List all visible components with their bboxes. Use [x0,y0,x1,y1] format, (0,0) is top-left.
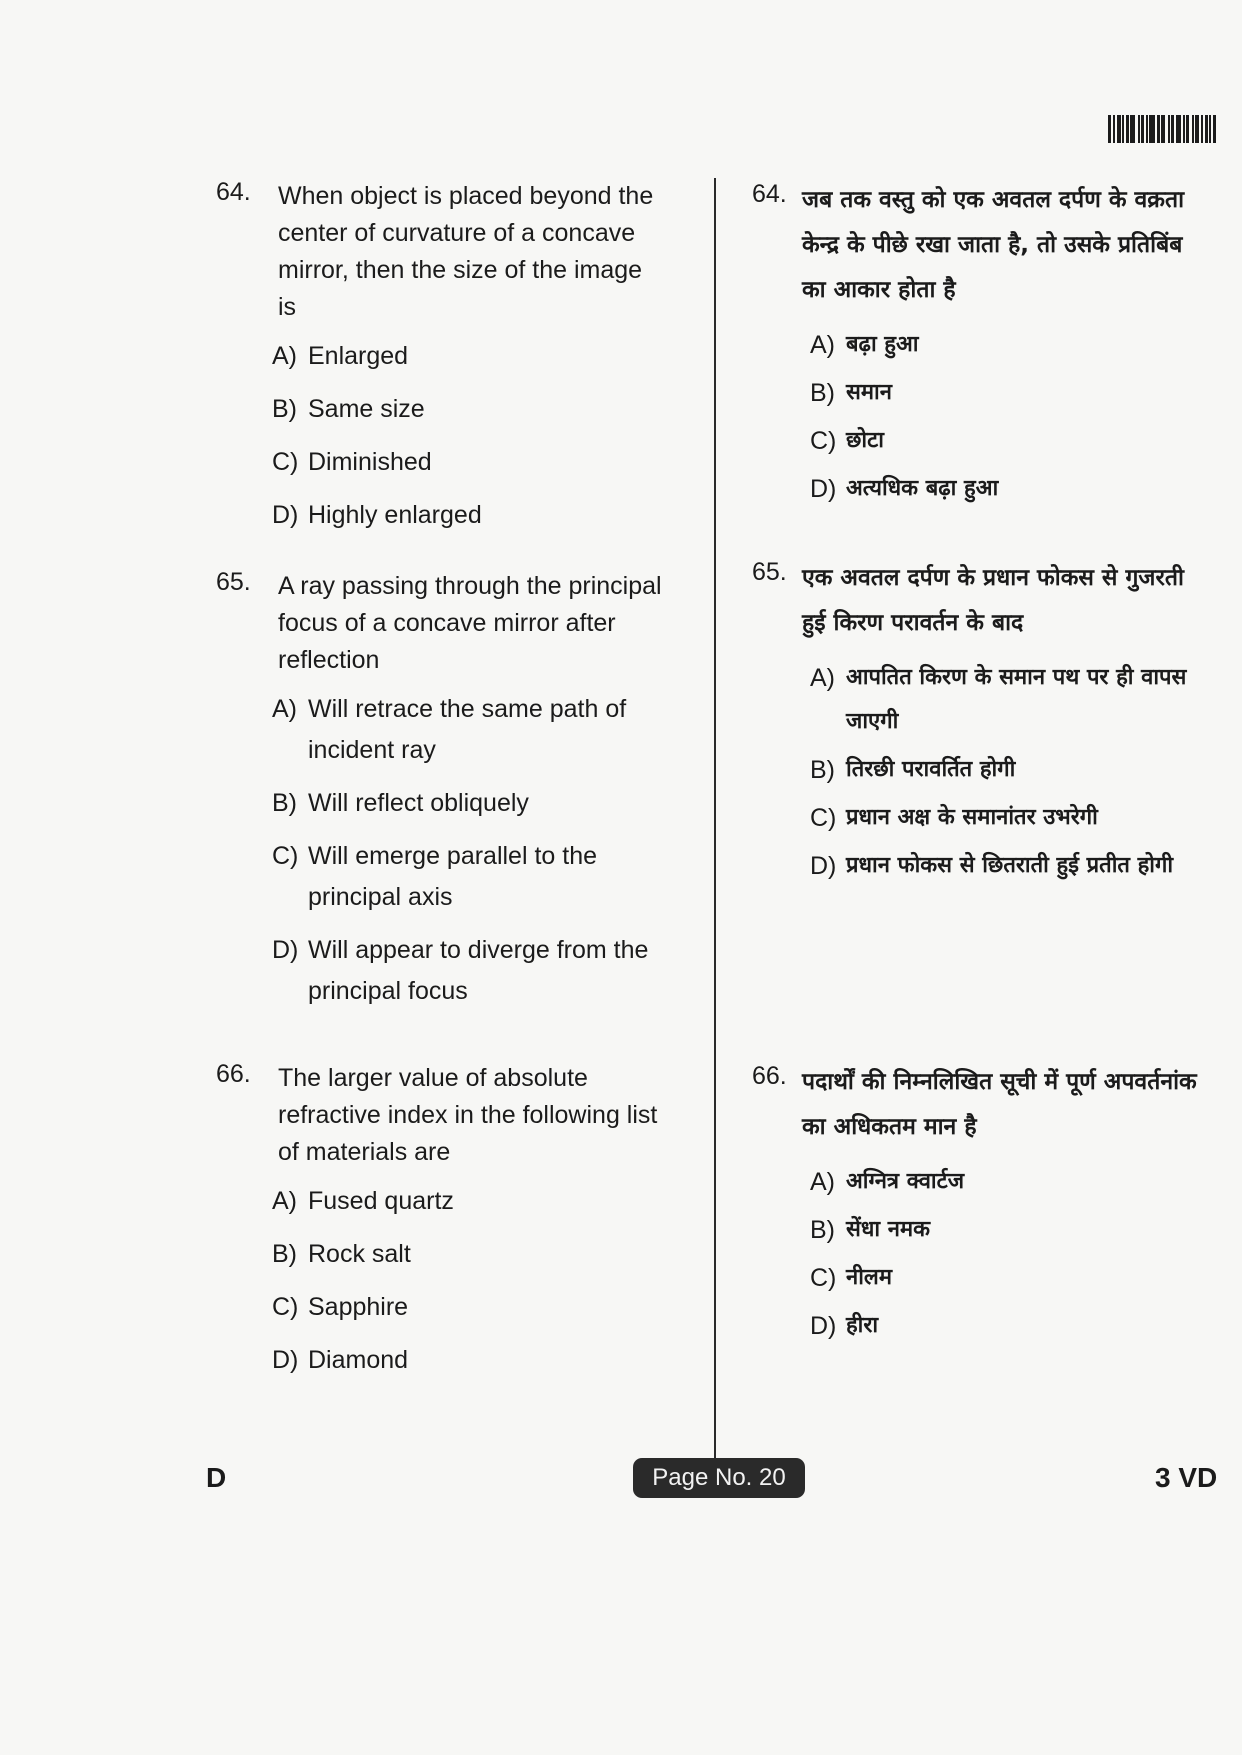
option-text: नीलम [846,1265,892,1290]
question-number: 64. [752,180,787,208]
question-stem: When object is placed beyond the center of curvature of a concave mirror, then the size of the image is [278,182,654,321]
question-64-hi [752,178,1207,556]
option-text: सेंधा नमक [846,1217,931,1242]
option-d[interactable] [810,467,1207,511]
option-c[interactable] [810,1256,1207,1300]
option-d[interactable] [272,930,666,1012]
option-letter: A) [272,342,297,370]
question-64-en [216,178,666,568]
option-b[interactable] [272,389,666,430]
option-letter: D) [810,1312,837,1340]
option-letter: C) [810,804,837,832]
option-text: अत्यधिक बढ़ा हुआ [846,476,999,501]
question-number: 64. [216,178,251,206]
option-letter: B) [272,789,297,817]
option-c[interactable] [272,836,666,918]
option-text: Same size [308,395,425,423]
question-65-hi [752,556,1207,1060]
option-text: प्रधान फोकस से छितराती हुई प्रतीत होगी [846,853,1174,878]
question-66-hi [752,1060,1207,1348]
option-text: Highly enlarged [308,501,482,529]
hindi-column [752,178,1207,1352]
option-a[interactable] [810,656,1207,744]
option-a[interactable] [810,1160,1207,1204]
option-c[interactable] [272,1287,666,1328]
question-stem: The larger value of absolute refractive index in the following list of materials are [278,1064,658,1166]
option-text: Will retrace the same path of incident ray [308,695,627,764]
option-d[interactable] [810,844,1207,888]
option-text: छोटा [846,428,884,453]
option-letter: D) [272,1346,299,1374]
option-b[interactable] [810,371,1207,415]
option-c[interactable] [810,796,1207,840]
option-a[interactable] [272,689,666,771]
option-text: बढ़ा हुआ [846,332,919,357]
options-list [752,656,1207,888]
options-list [752,323,1207,511]
option-text: प्रधान अक्ष के समानांतर उभरेगी [846,805,1098,830]
option-letter: D) [272,501,299,529]
option-c[interactable] [810,419,1207,463]
option-d[interactable] [810,1304,1207,1348]
option-letter: A) [272,1187,297,1215]
question-number: 66. [752,1062,787,1090]
question-stem: पदार्थों की निम्नलिखित सूची में पूर्ण अपवर्तनांक का अधिकतम मान है [802,1069,1197,1140]
option-letter: C) [272,842,299,870]
option-text: Enlarged [308,342,409,370]
option-letter: B) [810,1216,835,1244]
option-text: Rock salt [308,1240,411,1268]
option-d[interactable] [272,495,666,536]
question-65-en [216,568,666,1060]
question-66-en [216,1060,666,1381]
options-list [216,1181,666,1381]
option-a[interactable] [272,1181,666,1222]
question-number: 65. [216,568,251,596]
option-letter: A) [810,1168,835,1196]
option-text: अग्नित्र क्वार्टज [846,1169,965,1194]
option-b[interactable] [272,1234,666,1275]
question-stem: जब तक वस्तु को एक अवतल दर्पण के वक्रता केन्द्र के पीछे रखा जाता है, तो उसके प्रतिबिंब का आकार होता है [802,187,1185,303]
options-list [752,1160,1207,1348]
option-text: हीरा [846,1313,879,1338]
option-letter: C) [272,448,299,476]
barcode [1108,115,1222,143]
question-stem: A ray passing through the principal focus of a concave mirror after reflection [278,572,662,674]
options-list [216,336,666,536]
option-a[interactable] [272,336,666,377]
option-text: Will reflect obliquely [308,789,529,817]
page-number-badge: Page No. 20 [633,1458,805,1498]
option-c[interactable] [272,442,666,483]
option-letter: C) [272,1293,299,1321]
option-letter: A) [272,695,297,723]
option-letter: D) [810,852,837,880]
option-letter: B) [272,1240,297,1268]
option-text: Fused quartz [308,1187,454,1215]
option-text: Sapphire [308,1293,409,1321]
option-text: तिरछी परावर्तित होगी [846,757,1016,782]
option-text: Will emerge parallel to the principal axis [308,842,598,911]
option-letter: C) [810,427,837,455]
option-letter: A) [810,664,835,692]
question-stem: एक अवतल दर्पण के प्रधान फोकस से गुजरती हुई किरण परावर्तन के बाद [802,565,1184,636]
options-list [216,689,666,1012]
option-text: समान [846,380,892,405]
option-a[interactable] [810,323,1207,367]
option-b[interactable] [272,783,666,824]
english-column [216,178,666,1393]
option-text: Will appear to diverge from the principal focus [308,936,649,1005]
column-divider [714,178,716,1463]
option-letter: B) [810,756,835,784]
option-letter: A) [810,331,835,359]
option-letter: D) [810,475,837,503]
option-letter: B) [810,379,835,407]
option-text: Diminished [308,448,432,476]
option-letter: C) [810,1264,837,1292]
option-text: आपतित किरण के समान पथ पर ही वापस जाएगी [846,665,1187,734]
question-number: 66. [216,1060,251,1088]
option-b[interactable] [810,748,1207,792]
question-number: 65. [752,558,787,586]
option-letter: B) [272,395,297,423]
option-d[interactable] [272,1340,666,1381]
option-b[interactable] [810,1208,1207,1252]
option-text: Diamond [308,1346,409,1374]
series-letter: D [206,1462,227,1493]
paper-code: 3 VD [1155,1462,1218,1493]
option-letter: D) [272,936,299,964]
